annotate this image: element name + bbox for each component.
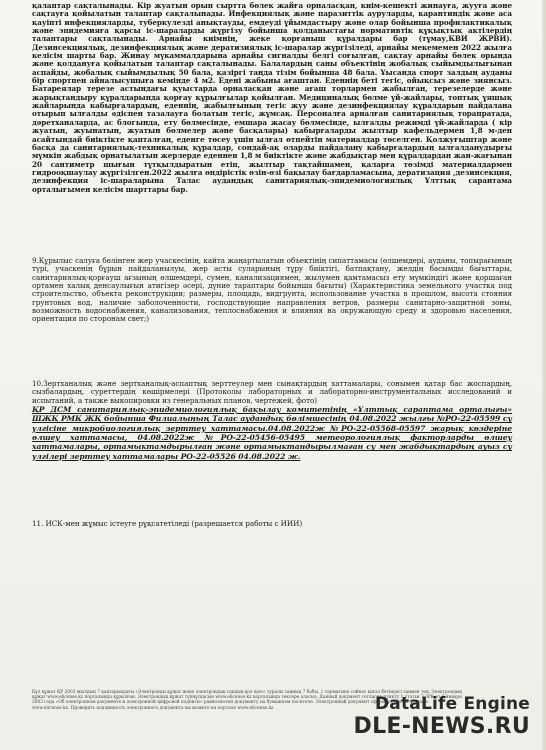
watermark-title: DataLife Engine — [374, 694, 530, 714]
section-10-text: 10.Зертханалық және зертханалық-аспаптық зерттеулер мен сынақтардың хаттамалары, сонымен қатар бас жоспардың, сызбалардың, суреттердің көшірмелері (Протоколы лабораторных и лабораторно-инструментальных исследований и испытаний, а также выкопировки из генеральных планов, чертежей, фото) — [32, 379, 512, 405]
section-11-paragraph — [32, 520, 512, 528]
section-top-paragraph — [32, 2, 512, 194]
section-9-text: 9.Құрылыс салуға бөлінген жер учаскесінің, кайта жаңартылатын объектінің сипаттамасы (өлшемдері, ауданы, топырағының түрі, учаскенің бұрын пайдаланылуы, жер асты суларының тұру биіктігі, батпақтану, желдің басымды бағыттары, санитариялық-қорғауш ағзының өлшемдері, сумен, канализациямен, жылумен қамтамасыз ету мүмкіндігі және қоршаған ортамен халық денсаулығын атигізер әсері, дүние тараптары бойынша бағыты) (Характеристика земельного участка под строительство, объекта реконструкции; размеры, площадь, видгрунта, использование участка в прошлом, высота стояния грунтовых вод, наличие заболоченности, господствующие направления ветров, размеры санитарно-защитной зоны, возможность водоснабжения, канализования, теплоснабжения и влияния на окружающую среду и здоровью населения, ориентация по сторонам свет;) — [32, 256, 512, 324]
section-9-paragraph — [32, 257, 512, 324]
watermark-site: DLE-NEWS.RU — [353, 714, 530, 739]
footer-text: Бұл құжат ҚР 2003 жылдың 7 қаңтарындағы «Электронды құжат және электрондық сандық қол қою» туралы заңның 7 бабы, 1 тармағына сәйкес қағаз бетіндегі заңмен тең. Электрондық құжат www.elicense.kz порталында құрылған. Электрондық құжат түпнұсқасын www.elicense.kz порталында тексере аласыз. Данный документ согласно пункту 1 статьи 7 ЗРК от 7 января 2003 года «Об электронном документе и электронной цифровой подписи» равнозначен документу на бумажном носителе. Электронный документ сформирован на портале www.elicense.kz. Проверить подлинность электронного документа вы можете на портале www.elicense.kz. — [32, 690, 462, 711]
section-10-paragraph — [32, 380, 512, 461]
section-top-text: қалаптар сақталынады. Кір жуатын орын сыртта бөлек жайға орналасқан, киім-кешекті жинауға, жууға және сақтауға қойылатын талаптар сақталынады. Инфекциялық және паразиттік ауруларды, карантиндік және аса қауіпті инфекцияларды, туберкулезді анықтауды, емдеуді ұйымдастыру және олар бойынша профилактикалық және эпидемияға қарсы іс-шараларды жүргізу бойынша қолданыстағы нормативтік құқықтық актілердің талаптары сақталынады. Арнайы киімнің, жеке қорғаныш құралдары бар (тұмау,КВИ ЖРВИ). Дезинсекциялық, дезинфекциялық және дератизиялық іс-шаралар жүргізіледі, арнайы мекемемен 2022 жылға келісім шарты бар. Жинау мүкаммалдарына арнайы сигналды белгі соғылған, сақтау арнайы бөлек орында және қолдануға қойылатын талаптар сақталынады. Балалардың саны объектінің жобалық сыйымдылығынан аспайды, жобалық сыйымдылық 50 бала, қазіргі таңда тізім бойынша 48 бала. Ұысанда спорт залдың ауданы бір спортпен айналысушыға кемінде 4 м2. Едені жабыны ағаштан. Еденнің беті тегіс, ойықсыз және зиянсыз. Батареялар терезе астындағы қуыстарда орналасқан және ағаш торлармен жабылған, терезелерде және жарықтандыру құралдарында қорғау құрылғылар қойылған. Медициналық бөлме үй-жайлары, топтық ұяшық жайларында кабырғалардың, еденнің, жабылғының тегіс жуу және дезинфекциялау құралдарын пайдалана отырып ылғалды әдіспен тазалауға болатын тегіс, жұмсақ. Персоналға арналған санитариялық торапратада, дәретханаларда, ас блогында, ету бөлмесінде, емшара жасау бөлмесінде, ылғалды режимді үй-жайларда ( кір жуатын, жуынатын, жуатын бөлмелер және басқалары) кабырғаларды жылтыр кафельдермен 1,8 м-ден асайтындай биіктікте қапталған, еденге төсеу үшін ылғал өтпейтін материалдар төселген. Қолжуғыштар және басқа да санитариялық-техникалық құралдар, сондай-ақ оларды пайдалану кабырғалардың ылғалданудырғы мүмкін жабдық орнатылатын жерлерде еденнен 1,8 м биіктікте және жабдықтар мен құралдардан жан-жағынан 20 сантиметр шығын тұтқылдыратын етіп, жылтыр тақтайшамен, қаларға төзімді материалдармен гидрооқшаулау жүргізілген.2022 жылға өндірістік өзін-өзі бақылау бағдарламасына, дератизация ,дезинсекция, дезинфекция іс-шараларына Талас аудандық санитариялық-эпидемиологиялық Ұлттық сарантама орталығымен келісім шарттары бар. — [32, 1, 512, 194]
section-10-protocols: ҚР ДСМ санитариялық-эпидемиологиялық бақылау комитетінің «Ұлттық сараптама орталығы» ШЖҚ РМК ЖҚ бойынша Филиалының Талас аудандық бөлімшесінің 04.08.2022 жылғы №РО-22-05599 су үлгісіне микробиологиялық зерттеу хаттамасы.04.08.2022ж №РО-22-05568-05597 жарық көздеріне өлшеу хаттамасы, 04.08.2022ж №РО-22-05456-05495 метеорологиялық факторларды өлшеу хаттамалары, ортамыктамдырылған және ортамыктандырылмаған су мен жабдықтардың ауыз су үлгілері зерттеу хаттамалары РО-22-05526 04.08.2022 ж. — [32, 405, 512, 461]
section-11-text: 11. ИСК-мен жұмыс істеуге рұқсатетіледі (разрешается работы с ИИИ) — [32, 519, 303, 528]
page-edge — [542, 0, 546, 750]
